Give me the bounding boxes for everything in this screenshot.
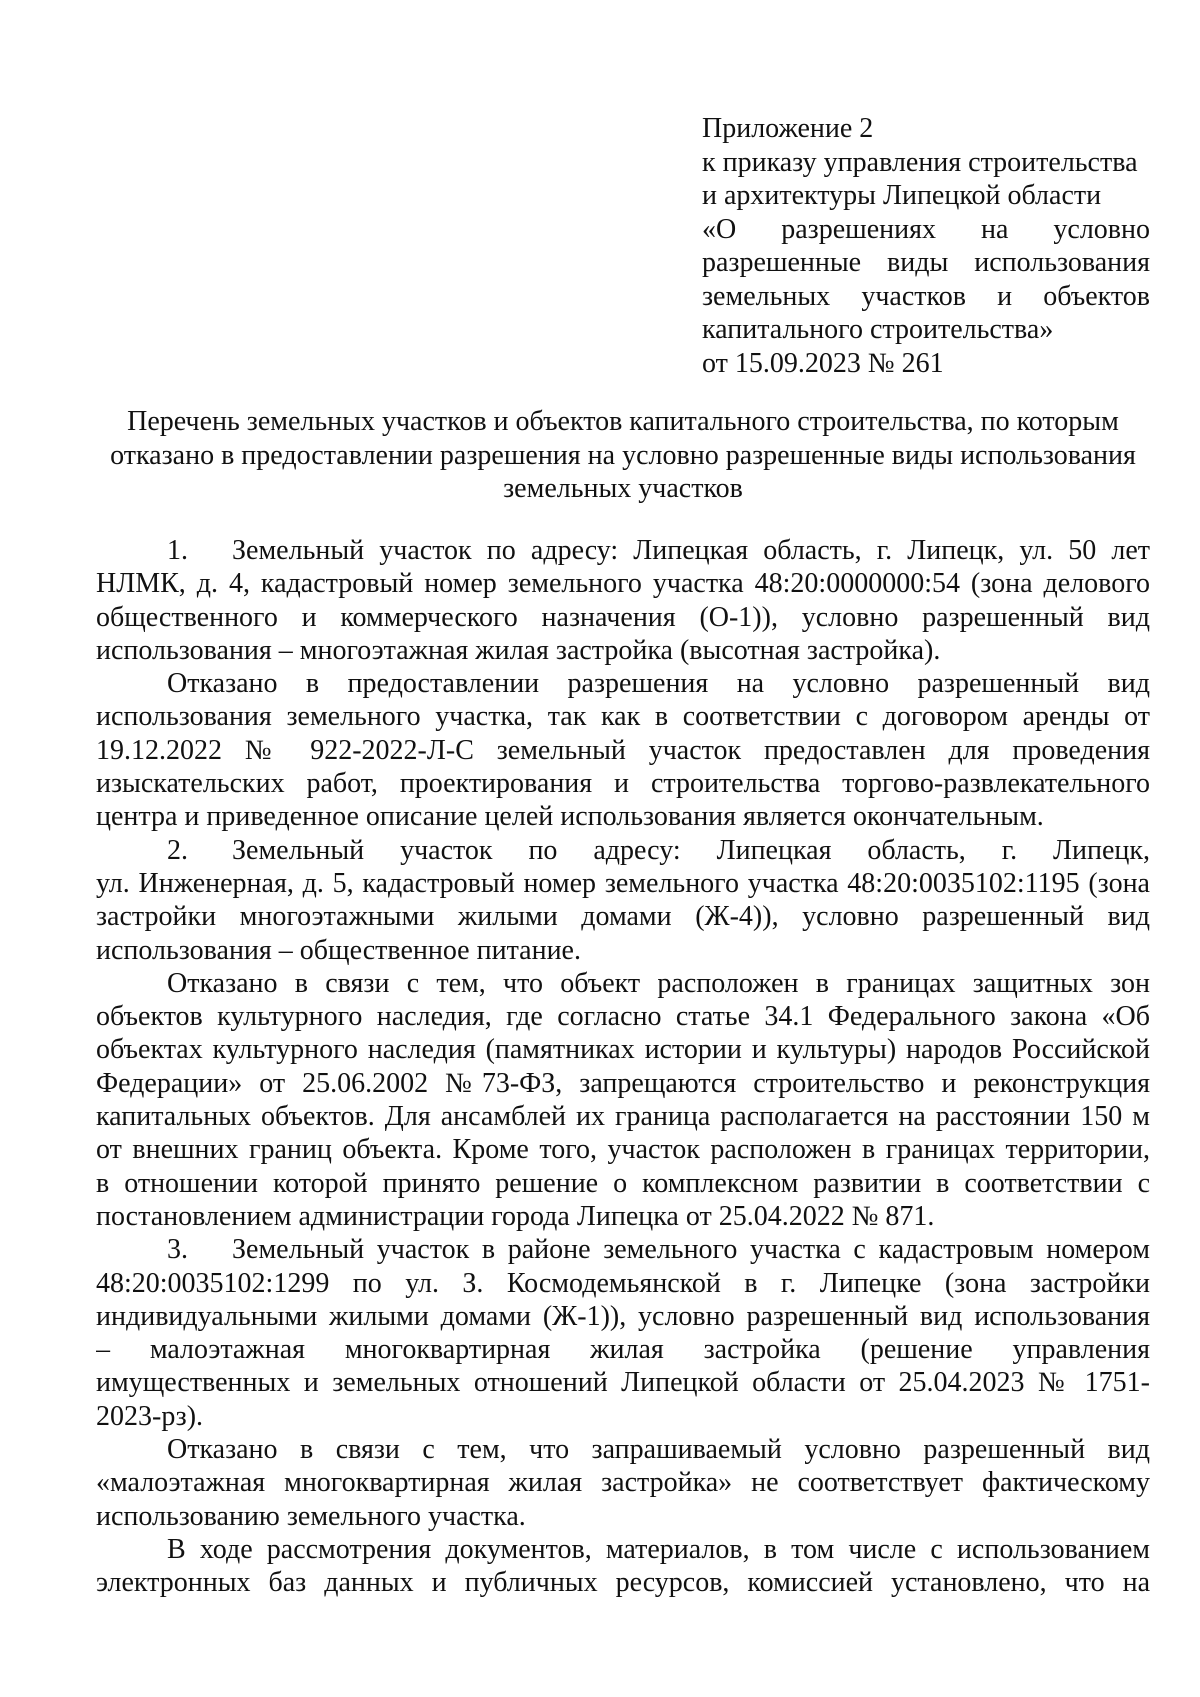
text-line: капитальных объектов. Для ансамблей их граница располагается на расстоянии 150 м <box>96 1101 1150 1133</box>
appendix-line: и архитектуры Липецкой области <box>702 180 1102 211</box>
appendix-header <box>702 112 1150 380</box>
list-item-2 <box>96 834 1150 967</box>
document-body <box>96 534 1150 1600</box>
item-number: 2. <box>167 834 188 866</box>
text-line: 2023-рз). <box>96 1400 204 1432</box>
appendix-line: разрешенные виды использования <box>702 247 1150 278</box>
text-line: Отказано в связи с тем, что запрашиваемый условно разрешенный вид <box>167 1434 1150 1466</box>
text-line: в отношении которой принято решение о комплексном развитии в соответствии с <box>96 1167 1150 1199</box>
appendix-line: капитального строительства» <box>702 314 1054 345</box>
item-number: 3. <box>167 1234 188 1266</box>
text-line: использованию земельного участка. <box>96 1500 526 1532</box>
text-line: Отказано в связи с тем, что объект расположен в границах защитных зон <box>167 967 1150 999</box>
appendix-line: от 15.09.2023 № 261 <box>702 347 944 379</box>
item-text: Земельный участок по адресу: Липецкая область, г. Липецк, ул. 50 лет <box>232 535 1150 566</box>
refusal-paragraph-2 <box>96 967 1150 1233</box>
text-line: имущественных и земельных отношений Липецкой области от 25.04.2023 № 1751- <box>96 1367 1150 1399</box>
text-line: изыскательских работ, проектирования и строительства торгово-развлекательного <box>96 768 1150 800</box>
text-line <box>96 834 1150 867</box>
document-title <box>96 405 1150 506</box>
text-line: центра и приведенное описание целей использования является окончательным. <box>96 801 1044 833</box>
item-number: 1. <box>167 535 188 566</box>
appendix-line: земельных участков и объектов <box>702 280 1150 312</box>
text-line <box>96 1233 1150 1266</box>
text-line: постановлением администрации города Липецка от 25.04.2022 № 871. <box>96 1200 935 1232</box>
text-line: «малоэтажная многоквартирная жилая застройка» не соответствует фактическому <box>96 1467 1150 1499</box>
text-line: от внешних границ объекта. Кроме того, участок расположен в границах территории, <box>96 1134 1150 1166</box>
text-line: ул. Инженерная, д. 5, кадастровый номер земельного участка 48:20:0035102:1195 (зона <box>96 867 1150 899</box>
text-line: объектов культурного наследия, где согласно статье 34.1 Федерального закона «Об <box>96 1001 1150 1033</box>
refusal-paragraph-1 <box>96 667 1150 833</box>
item-text: Земельный участок в районе земельного участка с кадастровым номером <box>232 1234 1150 1266</box>
text-line: использования земельного участка, так как в соответствии с договором аренды от <box>96 701 1150 733</box>
text-line <box>96 534 1150 567</box>
text-line: использования – общественное питание. <box>96 934 581 966</box>
text-line: использования – многоэтажная жилая застройка (высотная застройка). <box>96 634 941 666</box>
text-line: – малоэтажная многоквартирная жилая застройка (решение управления <box>96 1334 1150 1366</box>
title-line: Перечень земельных участков и объектов капитального строительства, по которым <box>127 406 1119 437</box>
text-line: В ходе рассмотрения документов, материалов, в том числе с использованием <box>167 1533 1150 1565</box>
review-paragraph <box>96 1533 1150 1600</box>
text-line: Отказано в предоставлении разрешения на условно разрешенный вид <box>167 668 1150 700</box>
appendix-line: «О разрешениях на условно <box>702 213 1150 245</box>
text-line: НЛМК, д. 4, кадастровый номер земельного участка 48:20:0000000:54 (зона делового <box>96 568 1150 600</box>
text-line: Федерации» от 25.06.2002 №73-ФЗ, запрещаются строительство и реконструкция <box>96 1067 1150 1099</box>
text-line: 48:20:0035102:1299 по ул. З. Космодемьянской в г. Липецке (зона застройки <box>96 1267 1150 1299</box>
list-item-3 <box>96 1233 1150 1433</box>
text-line: индивидуальными жилыми домами (Ж-1)), условно разрешенный вид использования <box>96 1300 1150 1332</box>
text-line: 19.12.2022 № 922-2022-Л-С земельный участок предоставлен для проведения <box>96 734 1150 766</box>
refusal-paragraph-3 <box>96 1433 1150 1533</box>
list-item-1 <box>96 534 1150 667</box>
text-line: электронных баз данных и публичных ресурсов, комиссией установлено, что на <box>96 1567 1150 1599</box>
appendix-line: Приложение 2 <box>702 113 874 144</box>
title-line: земельных участков <box>503 473 743 504</box>
text-line: общественного и коммерческого назначения (О-1)), условно разрешенный вид <box>96 601 1150 633</box>
appendix-line: к приказу управления строительства <box>702 146 1138 178</box>
title-line: отказано в предоставлении разрешения на условно разрешенные виды использования <box>110 439 1136 471</box>
item-text: Земельный участок по адресу: Липецкая область, г. Липецк, <box>232 834 1150 866</box>
text-line: застройки многоэтажными жилыми домами (Ж-4)), условно разрешенный вид <box>96 901 1150 933</box>
text-line: объектах культурного наследия (памятниках истории и культуры) народов Российской <box>96 1034 1150 1066</box>
